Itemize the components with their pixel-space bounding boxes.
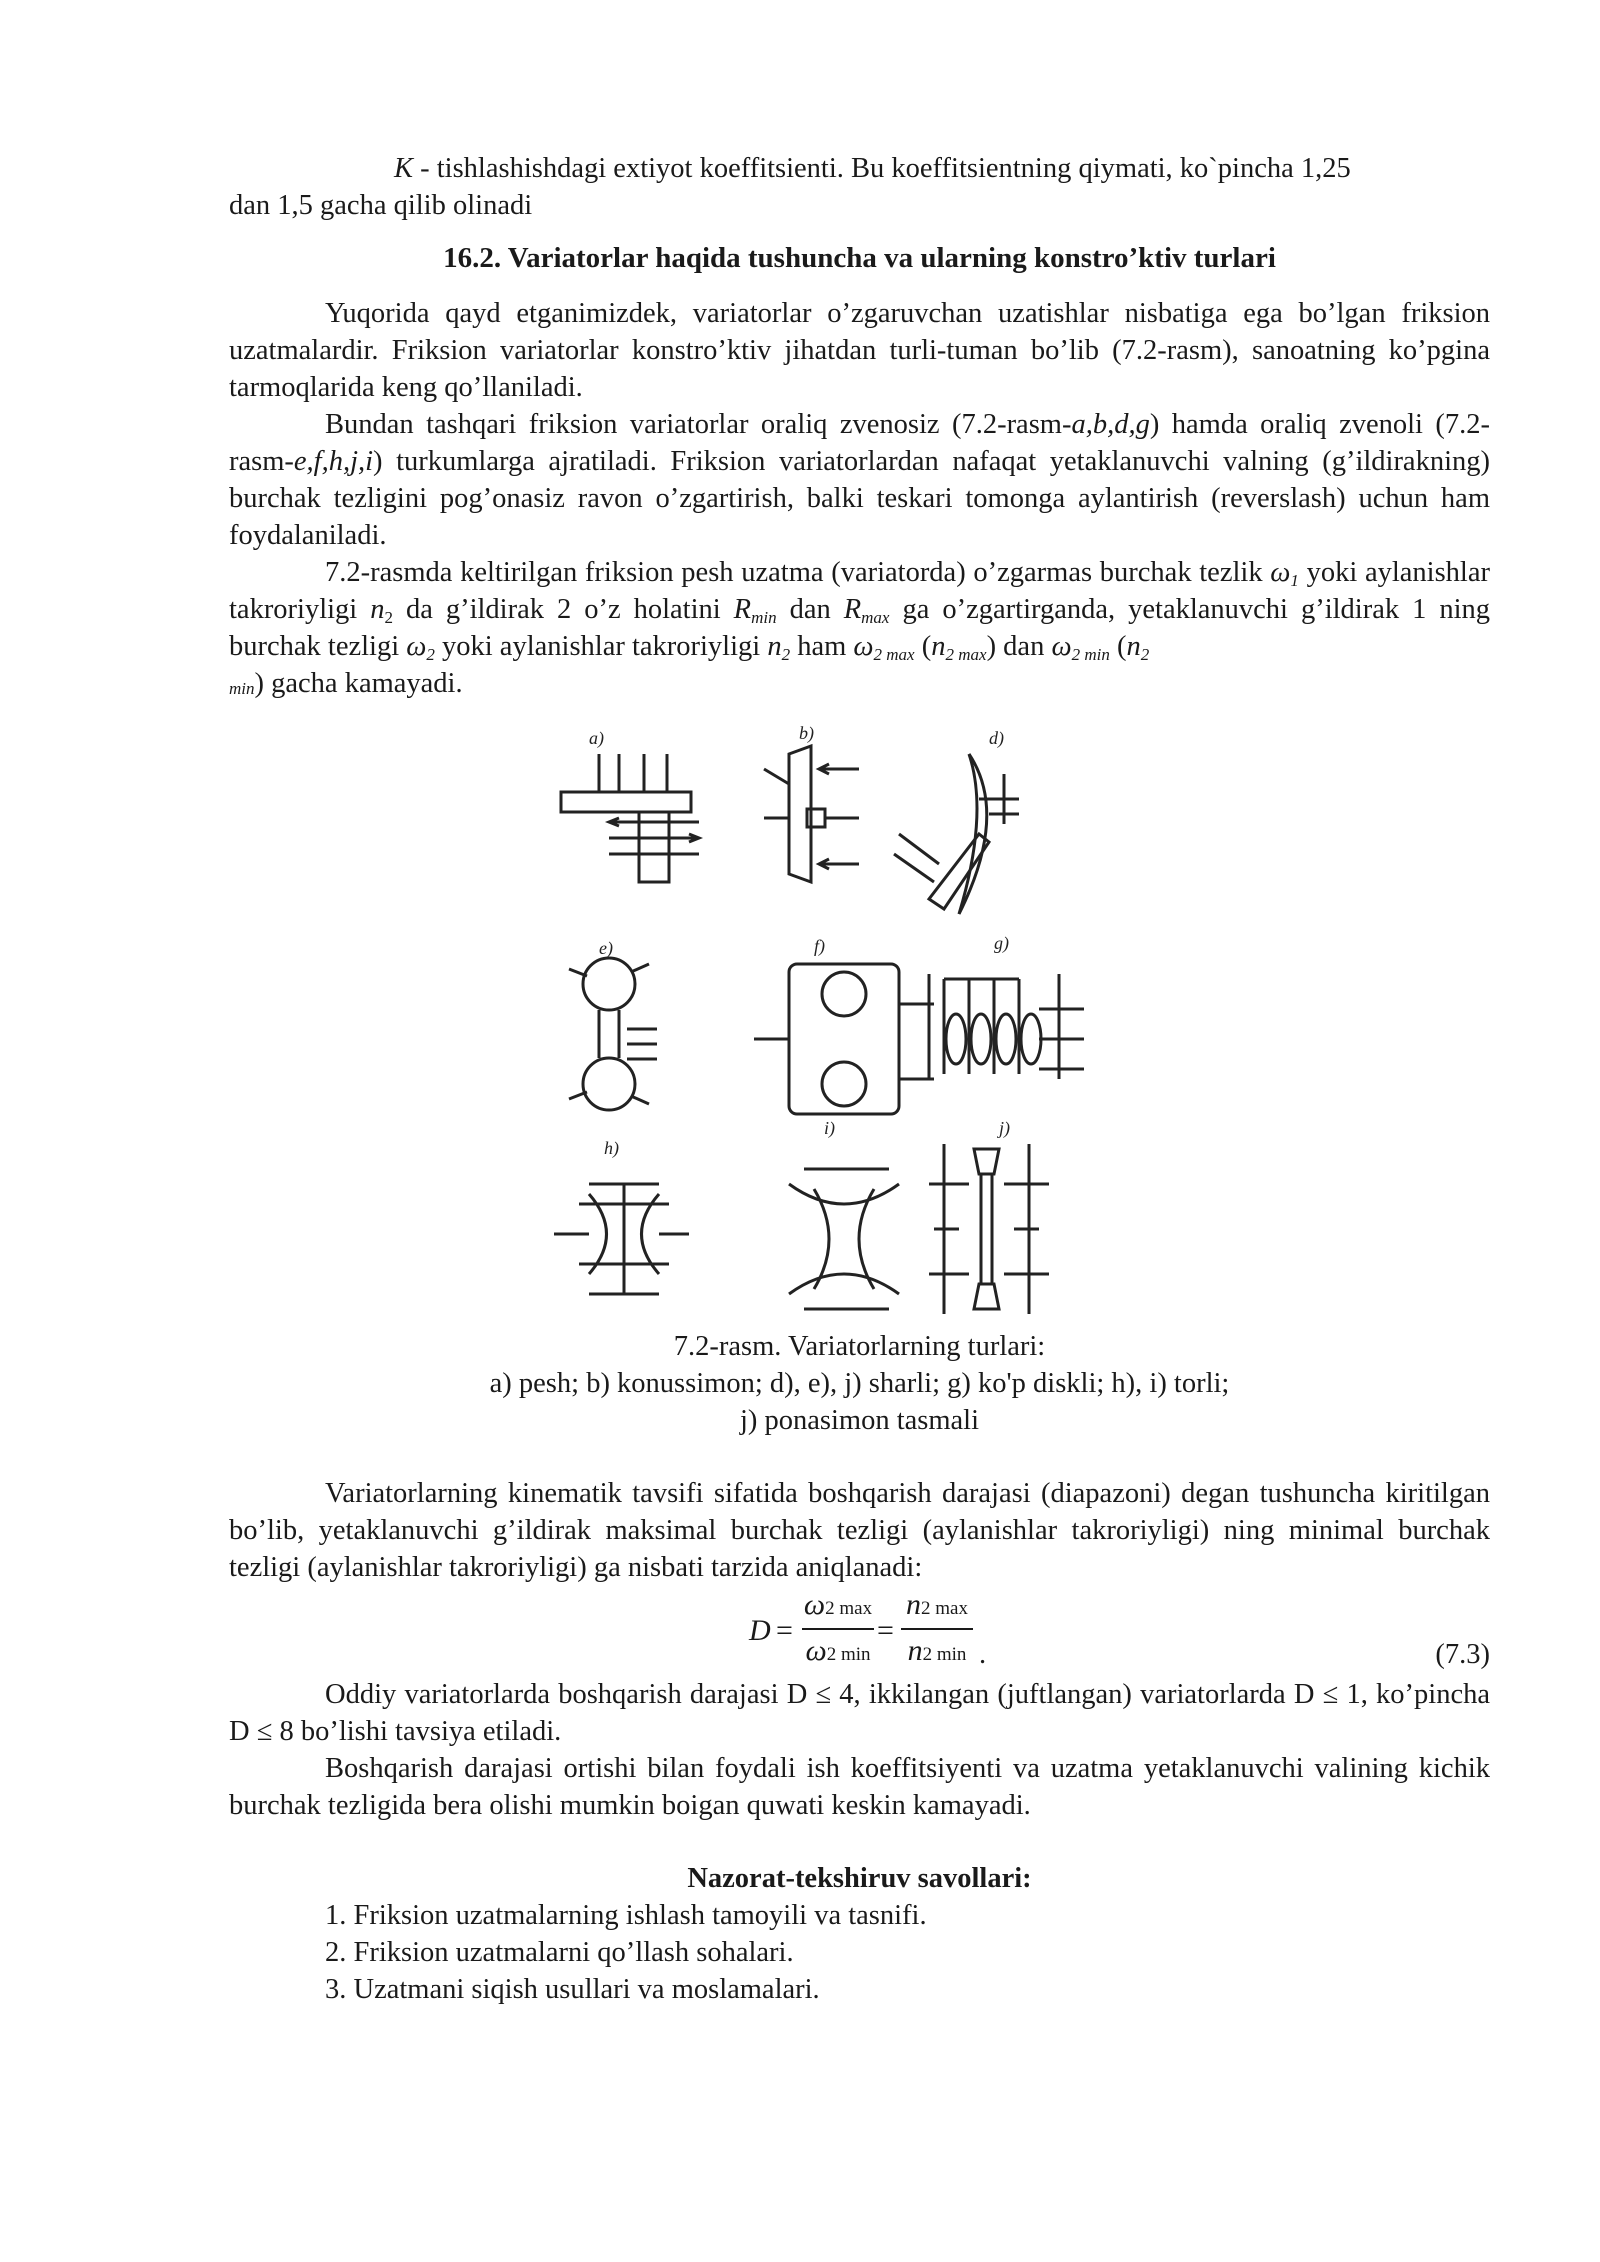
subscript: 2: [384, 608, 393, 627]
variator-diagrams: [549, 714, 1109, 1334]
fraction-denominator: [802, 1630, 874, 1676]
r-symbol: R: [733, 594, 752, 625]
figure-variator-types: [549, 714, 1089, 1324]
n-symbol: n: [1126, 631, 1141, 662]
text-run: ) turkumlarga ajratiladi. Friksion variatorlardan nafaqat yetaklanuvchi valning (g’ildirakning) burchak tezligini pog’onasiz ravon o’zgartirish, balki teskari tomonga aylantirish (reverslash) uchun ham foydalaniladi.: [229, 446, 1490, 551]
formula-7-3: [229, 1586, 1490, 1676]
paragraph-k-coefficient: [229, 150, 1490, 224]
k-symbol: K: [394, 153, 414, 184]
k-text-cont: dan 1,5 gacha qilib olinadi: [229, 190, 533, 221]
paragraph-efficiency: Boshqarish darajasi ortishi bilan foydali ish koeffitsiyenti va uzatma yetaklanuvchi valining kichik burchak tezligida bera olishi mumkin boigan quwati keskin kamayadi.: [229, 1753, 1490, 1821]
omega-symbol: ω: [803, 1588, 826, 1621]
caption-line: j) ponasimon tasmali: [739, 1405, 980, 1436]
omega-symbol: ω: [406, 631, 427, 662]
fraction-numerator: [802, 1586, 874, 1630]
text-run: ) gacha kamayadi.: [254, 668, 463, 699]
paragraph-recommendation: Oddiy variatorlarda boshqarish darajasi D ≤ 4, ikkilangan (juftlangan) variatorlarda D ≤ 1, ko’pincha D ≤ 8 bo’lishi tavsiya etiladi.: [229, 1679, 1490, 1747]
n-symbol: n: [906, 1588, 922, 1621]
subscript: 2: [1140, 645, 1150, 664]
n-symbol: n: [767, 631, 782, 662]
diagram-g: [929, 974, 1084, 1079]
diagram-b: [764, 746, 859, 882]
caption-line: 7.2-rasm. Variatorlarning turlari:: [673, 1331, 1046, 1362]
text-run: ga o’zgartirganda, yetaklanuvchi g’ildirak 1 ning burchak tezligi: [229, 594, 1491, 662]
paragraph-intro: Yuqorida qayd etganimizdek, variatorlar o’zgaruvchan uzatishlar nisbatiga ega bo’lgan friksion uzatmalardir. Friksion variatorlar konstro’ktiv jihatdan turli-tuman bo’lib (7.2-rasm), sanoatning ko’pgina tarmoqlarida keng qo’llaniladi.: [229, 298, 1490, 403]
omega-symbol: ω: [1051, 631, 1072, 662]
fraction-n: [901, 1586, 973, 1676]
subscript: max: [861, 608, 890, 627]
paragraph-kinematic: Variatorlarning kinematik tavsifi sifatida boshqarish darajasi (diapazoni) degan tushuncha kiritilgan bo’lib, yetaklanuvchi g’ildirak maksimal burchak tezligi (aylanishlar takroriyligi) ning minimal burchak tezligi (aylanishlar takroriyligi) ga nisbati tarzida aniqlanadi:: [229, 1478, 1490, 1583]
formula-equals: =: [877, 1614, 894, 1647]
label-a: a): [589, 728, 604, 748]
n-symbol: n: [907, 1634, 923, 1667]
fraction-denominator: [901, 1630, 973, 1676]
list-item: 1. Friksion uzatmalarning ishlash tamoyili va tasnifi.: [325, 1900, 927, 1931]
label-b: b): [799, 723, 814, 743]
text-run: (: [914, 631, 932, 662]
formula-equals: =: [776, 1614, 793, 1647]
label-e: e): [599, 938, 613, 958]
subscript: 2 min: [826, 1644, 871, 1665]
label-h: h): [604, 1138, 619, 1158]
paragraph-classification: [229, 406, 1490, 554]
subscript: 2 max: [873, 645, 915, 664]
label-i: i): [824, 1118, 835, 1138]
n-symbol: n: [931, 631, 946, 662]
subscript: 1: [1290, 571, 1299, 590]
text-run: ) dan: [986, 631, 1052, 662]
text-run-italic: e,f,h,j,i: [293, 446, 374, 477]
document-page: [229, 150, 1490, 2008]
subscript: 2 max: [825, 1598, 873, 1619]
paragraph-description: [229, 554, 1490, 702]
subscript: 2 min: [1071, 645, 1110, 664]
questions-title: Nazorat-tekshiruv savollari:: [687, 1863, 1032, 1894]
formula-dot: .: [979, 1639, 987, 1670]
r-symbol: R: [843, 594, 862, 625]
text-run: yoki aylanishlar takroriyligi: [229, 557, 1490, 625]
diagram-d: [894, 754, 1019, 914]
subscript: min: [751, 608, 777, 627]
label-g: g): [994, 933, 1009, 953]
label-j: j): [999, 1118, 1010, 1138]
questions-list: [229, 1897, 1490, 2008]
figure-caption: [229, 1328, 1490, 1439]
text-run: 7.2-rasmda keltirilgan friksion pesh uzatma (variatorda) o’zgarmas burchak tezlik: [325, 557, 1271, 588]
list-item: 3. Uzatmani siqish usullari va moslamalari.: [325, 1974, 820, 2005]
text-run: yoki aylanishlar takroriyligi: [434, 631, 768, 662]
diagram-j: [929, 1144, 1049, 1314]
subscript: 2: [426, 645, 435, 664]
text-run: Bundan tashqari friksion variatorlar oraliq zvenosiz (7.2-rasm-: [325, 409, 1072, 440]
omega-symbol: ω: [853, 631, 874, 662]
subscript: min: [229, 679, 255, 698]
n-symbol: n: [370, 594, 385, 625]
subscript: 2: [781, 645, 791, 664]
subscript: 2 max: [921, 1598, 968, 1619]
list-item: 2. Friksion uzatmalarni qo’llash sohalari.: [325, 1937, 794, 1968]
text-run: ) hamda oraliq zvenoli (7.2-rasm-: [229, 409, 1490, 477]
section-heading: 16.2. Variatorlar haqida tushuncha va ularning konstro’ktiv turlari: [443, 242, 1276, 274]
diagram-e: [569, 958, 657, 1110]
text-run: ham: [790, 631, 854, 662]
subscript: 2 min: [922, 1644, 967, 1665]
label-d: d): [989, 728, 1004, 748]
text-run: da g’ildirak 2 o’z holatini: [392, 594, 734, 625]
text-run-italic: a,b,d,g: [1071, 409, 1150, 440]
k-text: - tishlashishdagi extiyot koeffitsienti. Bu koeffitsientning qiymati, ko`pincha 1,25: [413, 153, 1351, 184]
diagram-a: [561, 754, 699, 882]
label-f: f): [814, 936, 825, 956]
formula-lhs: D: [749, 1614, 771, 1647]
questions-section: [229, 1860, 1490, 2008]
text-run: (: [1109, 631, 1127, 662]
diagram-i: [789, 1169, 899, 1309]
caption-line: a) pesh; b) konussimon; d), e), j) sharli; g) ko'p diskli; h), i) torli;: [489, 1368, 1230, 1399]
diagram-h: [554, 1184, 689, 1294]
formula-number: (7.3): [1435, 1639, 1490, 1670]
omega-symbol: ω: [805, 1634, 827, 1667]
omega-symbol: ω: [1270, 557, 1291, 588]
subscript: 2 max: [945, 645, 987, 664]
text-run: dan: [776, 594, 844, 625]
fraction-omega: [802, 1586, 874, 1676]
diagram-f: [754, 964, 934, 1114]
fraction-numerator: [901, 1586, 973, 1630]
